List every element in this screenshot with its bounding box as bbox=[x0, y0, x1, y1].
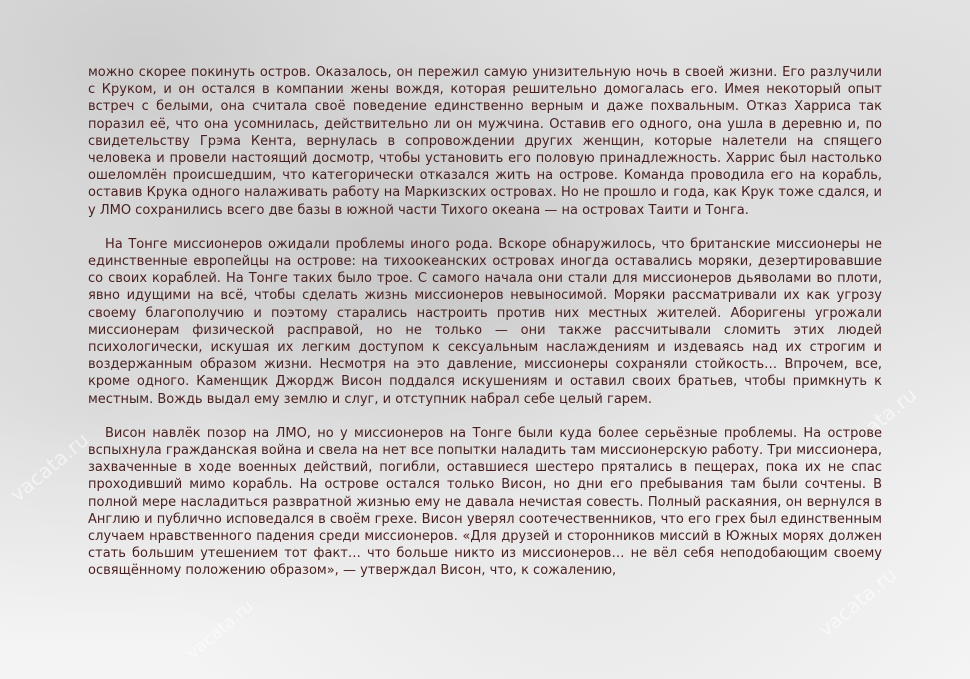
watermark: vacata.ru bbox=[5, 427, 94, 507]
watermark: vacata.ru bbox=[182, 596, 258, 664]
paragraph-3: Висон навлёк позор на ЛМО, но у миссионеров на Тонге были куда более серьёзные проблемы. На острове вспыхнула гражданская война и свела на нет все попытки наладить там миссионерскую работу. Три миссионера, захваченные в ходе военных действий, погибли, оставшиеся шестеро прятались в пещерах, пока их не спас проходивший мимо корабль. На острове остался только Висон, но дни его пребывания там были сочтены. В полной мере насладиться развратной жизнью ему не давала нечистая совесть. Полный раскаяния, он вернулся в Англию и публично исповедался в своём грехе. Висон уверял соотечественников, что его грех был единственным случаем нравственного падения среди миссионеров. «Для друзей и сторонников миссий в Южных морях должен стать большим утешением тот факт… что больше никто из миссионеров… не вёл себя неподобающим своему освящённому положению образом», — утверждал Висон, что, к сожалению, bbox=[88, 425, 882, 579]
watermark: vacata.ru bbox=[833, 382, 922, 462]
paragraph-2: На Тонге миссионеров ожидали проблемы иного рода. Вскоре обнаружилось, что британские миссионеры не единственные европейцы на острове: на тихоокеанских островах иногда оставались моряки, дезертировавшие со своих кораблей. На Тонге таких было трое. С самого начала они стали для миссионеров дьяволами во плоти, явно идущими на всё, чтобы сделать жизнь миссионеров невыносимой. Моряки рассматривали их как угрозу своему благополучию и поэтому старались настроить против них местных жителей. Аборигены угрожали миссионерам физической расправой, но не только — они также рассчитывали сломить этих людей психологически, искушая их легким доступом к сексуальным наслаждениям и издеваясь над их строгим и воздержанным образом жизни. Несмотря на это давление, миссионеры сохраняли стойкость… Впрочем, все, кроме одного. Каменщик Джордж Висон поддался искушениям и оставил своих братьев, чтобы примкнуть к местным. Вождь выдал ему землю и слуг, и отступник набрал себе целый гарем. bbox=[88, 236, 882, 407]
paragraph-1: можно скорее покинуть остров. Оказалось, он пережил самую унизительную ночь в своей жизни. Его разлучили с Круком, и он остался в компании жены вождя, которая решительно домогалась его. Имея некоторый опыт встреч с белыми, она считала своё поведение единственно верным и даже похвальным. Отказ Харриса так поразил её, что она усомнилась, действительно ли он мужчина. Оставив его одного, она ушла в деревню и, по свидетельству Грэма Кента, вернулась в сопровождении других женщин, которые налетели на спящего человека и провели настоящий досмотр, чтобы установить его половую принадлежность. Харрис был настолько ошеломлён происшедшим, что категорически отказался жить на острове. Команда проводила его на корабль, оставив Крука одного налаживать работу на Маркизских островах. Но не прошло и года, как Крук тоже сдался, и у ЛМО сохранились всего две базы в южной части Тихого океана — на островах Таити и Тонга. bbox=[88, 65, 882, 218]
watermark: vacata.ru bbox=[813, 562, 902, 642]
body-text bbox=[88, 64, 882, 597]
